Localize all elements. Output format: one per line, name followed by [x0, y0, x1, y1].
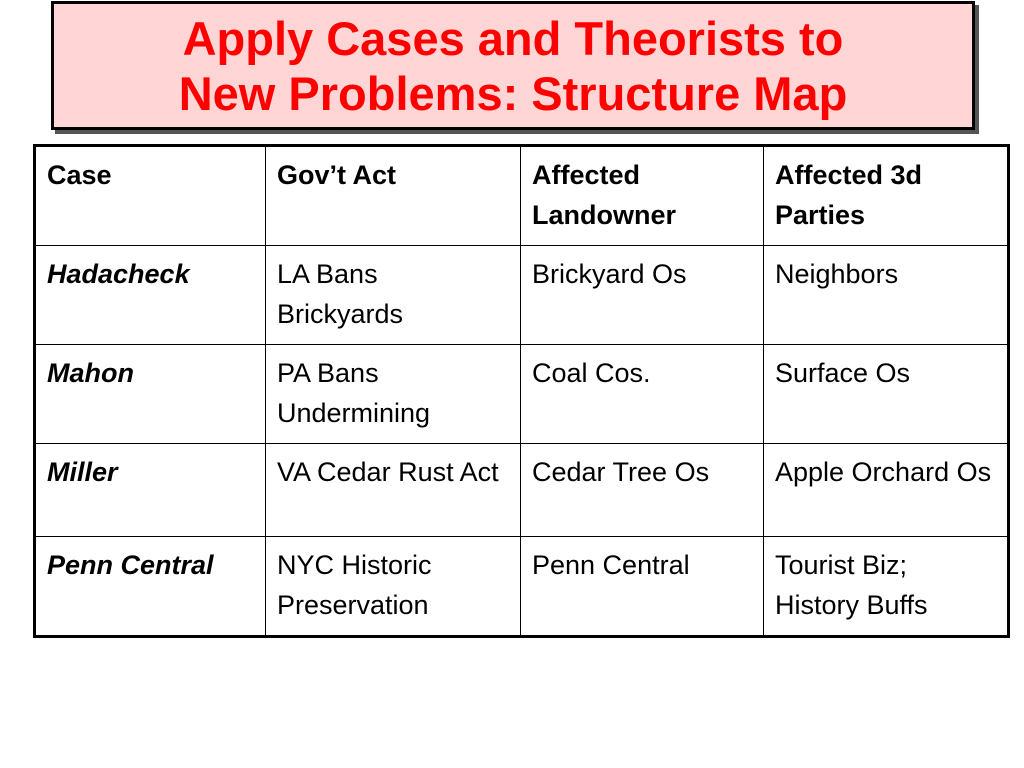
govt-act-cell: VA Cedar Rust Act	[266, 444, 521, 537]
table-header-row	[35, 146, 1009, 246]
affected-landowner-cell: Penn Central	[521, 537, 764, 637]
table-row	[35, 345, 1009, 444]
case-name-cell: Penn Central	[35, 537, 266, 637]
slide-title-line-1: Apply Cases and Theorists to	[182, 11, 844, 65]
header-affected-third-parties: Affected 3d Parties	[764, 146, 1009, 246]
govt-act-cell: PA Bans Undermining	[266, 345, 521, 444]
slide-title	[51, 1, 975, 130]
case-name-cell: Mahon	[35, 345, 266, 444]
affected-landowner-cell: Brickyard Os	[521, 246, 764, 345]
header-govt-act: Gov’t Act	[266, 146, 521, 246]
affected-landowner-cell: Cedar Tree Os	[521, 444, 764, 537]
table-row	[35, 246, 1009, 345]
affected-third-parties-cell: Surface Os	[764, 345, 1009, 444]
case-name-cell: Hadacheck	[35, 246, 266, 345]
govt-act-cell: NYC Historic Preservation	[266, 537, 521, 637]
structure-map-table	[33, 144, 1010, 638]
govt-act-cell: LA Bans Brickyards	[266, 246, 521, 345]
table-row	[35, 444, 1009, 537]
header-affected-landowner: Affected Landowner	[521, 146, 764, 246]
affected-landowner-cell: Coal Cos.	[521, 345, 764, 444]
affected-third-parties-cell: Tourist Biz; History Buffs	[764, 537, 1009, 637]
affected-third-parties-cell: Apple Orchard Os	[764, 444, 1009, 537]
case-name-cell: Miller	[35, 444, 266, 537]
header-case: Case	[35, 146, 266, 246]
affected-third-parties-cell: Neighbors	[764, 246, 1009, 345]
slide-title-line-2: New Problems: Structure Map	[178, 66, 848, 120]
table-row	[35, 537, 1009, 637]
